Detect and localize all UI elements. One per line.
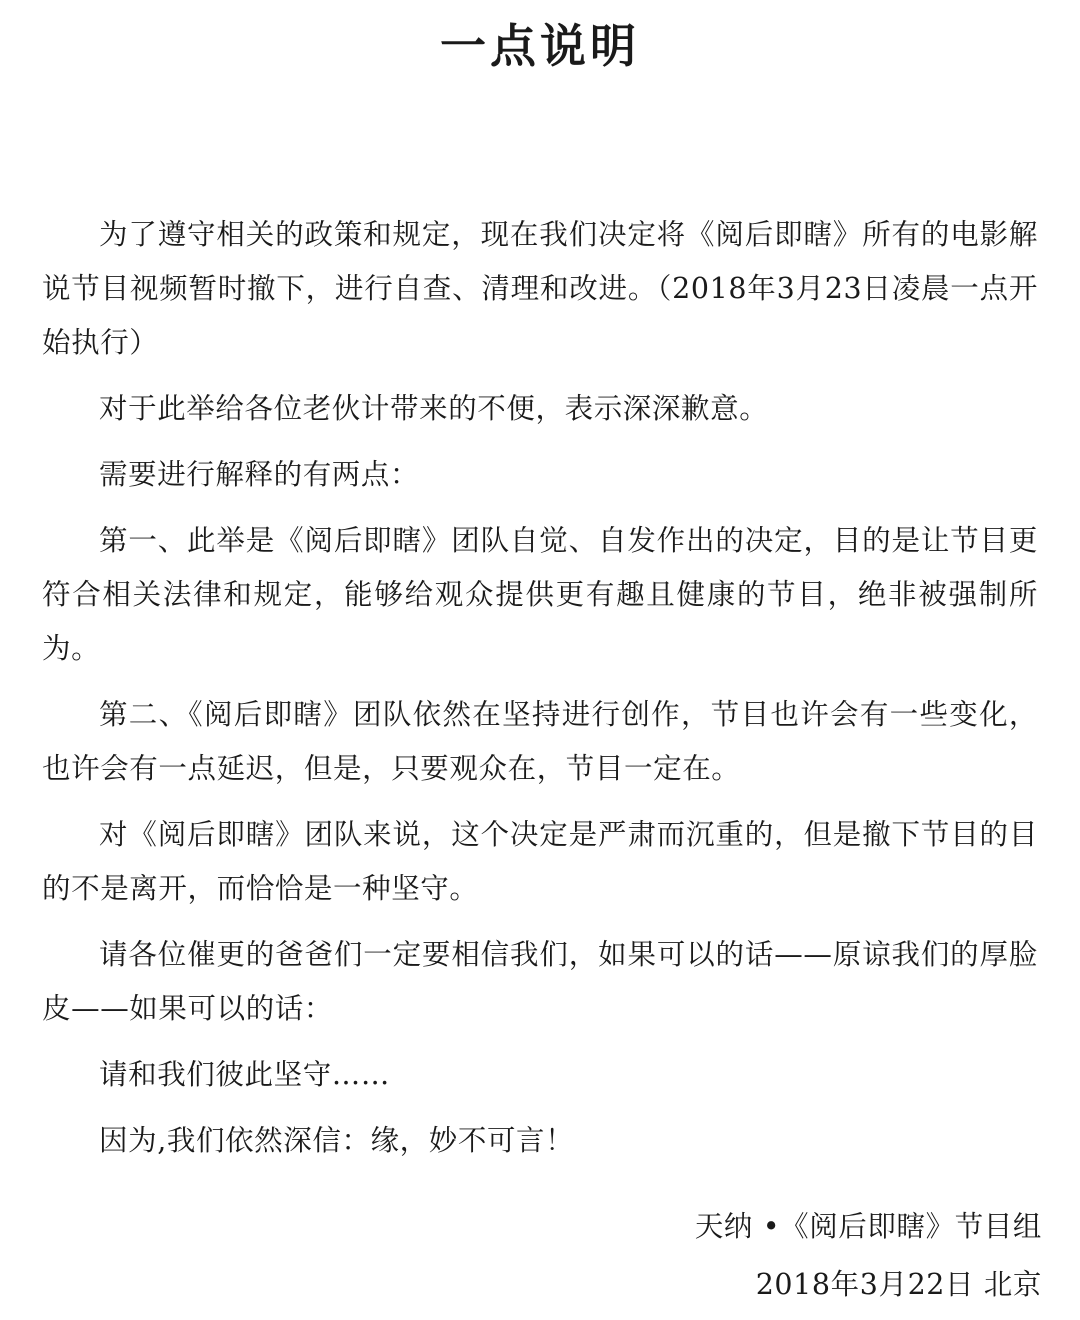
document-body xyxy=(42,208,1038,1180)
paragraph-apology: 对于此举给各位老伙计带来的不便，表示深深歉意。 xyxy=(99,392,769,425)
signature-team: 天纳 •《阅后即瞎》节目组 xyxy=(694,1210,1042,1243)
paragraph-point-one: 第一、此举是《阅后即瞎》团队自觉、自发作出的决定，目的是让节目更符合相关法律和规定，能够给观众提供更有趣且健康的节目，绝非被强制所为。 xyxy=(42,524,1038,665)
paragraph-policy-notice: 为了遵守相关的政策和规定，现在我们决定将《阅后即瞎》所有的电影解说节目视频暂时撤下，进行自查、清理和改进。（2018年3月23日凌晨一点开始执行） xyxy=(42,218,1038,359)
paragraph-request: 请各位催更的爸爸们一定要相信我们，如果可以的话——原谅我们的厚脸皮——如果可以的话： xyxy=(42,938,1038,1025)
paragraph-persist: 请和我们彼此坚守…… xyxy=(99,1058,391,1091)
paragraph-closing: 因为,我们依然深信：缘，妙不可言！ xyxy=(99,1124,575,1157)
document-title: 一点说明 xyxy=(440,19,640,73)
signature-date-place: 2018年3月22日 北京 xyxy=(755,1268,1042,1301)
paragraph-point-two: 第二、《阅后即瞎》团队依然在坚持进行创作，节目也许会有一些变化，也许会有一点延迟，但是，只要观众在，节目一定在。 xyxy=(42,698,1038,785)
paragraph-explanation-intro: 需要进行解释的有两点： xyxy=(99,458,420,491)
paragraph-team-statement: 对《阅后即瞎》团队来说，这个决定是严肃而沉重的，但是撤下节目的目的不是离开，而恰恰是一种坚守。 xyxy=(42,818,1038,905)
